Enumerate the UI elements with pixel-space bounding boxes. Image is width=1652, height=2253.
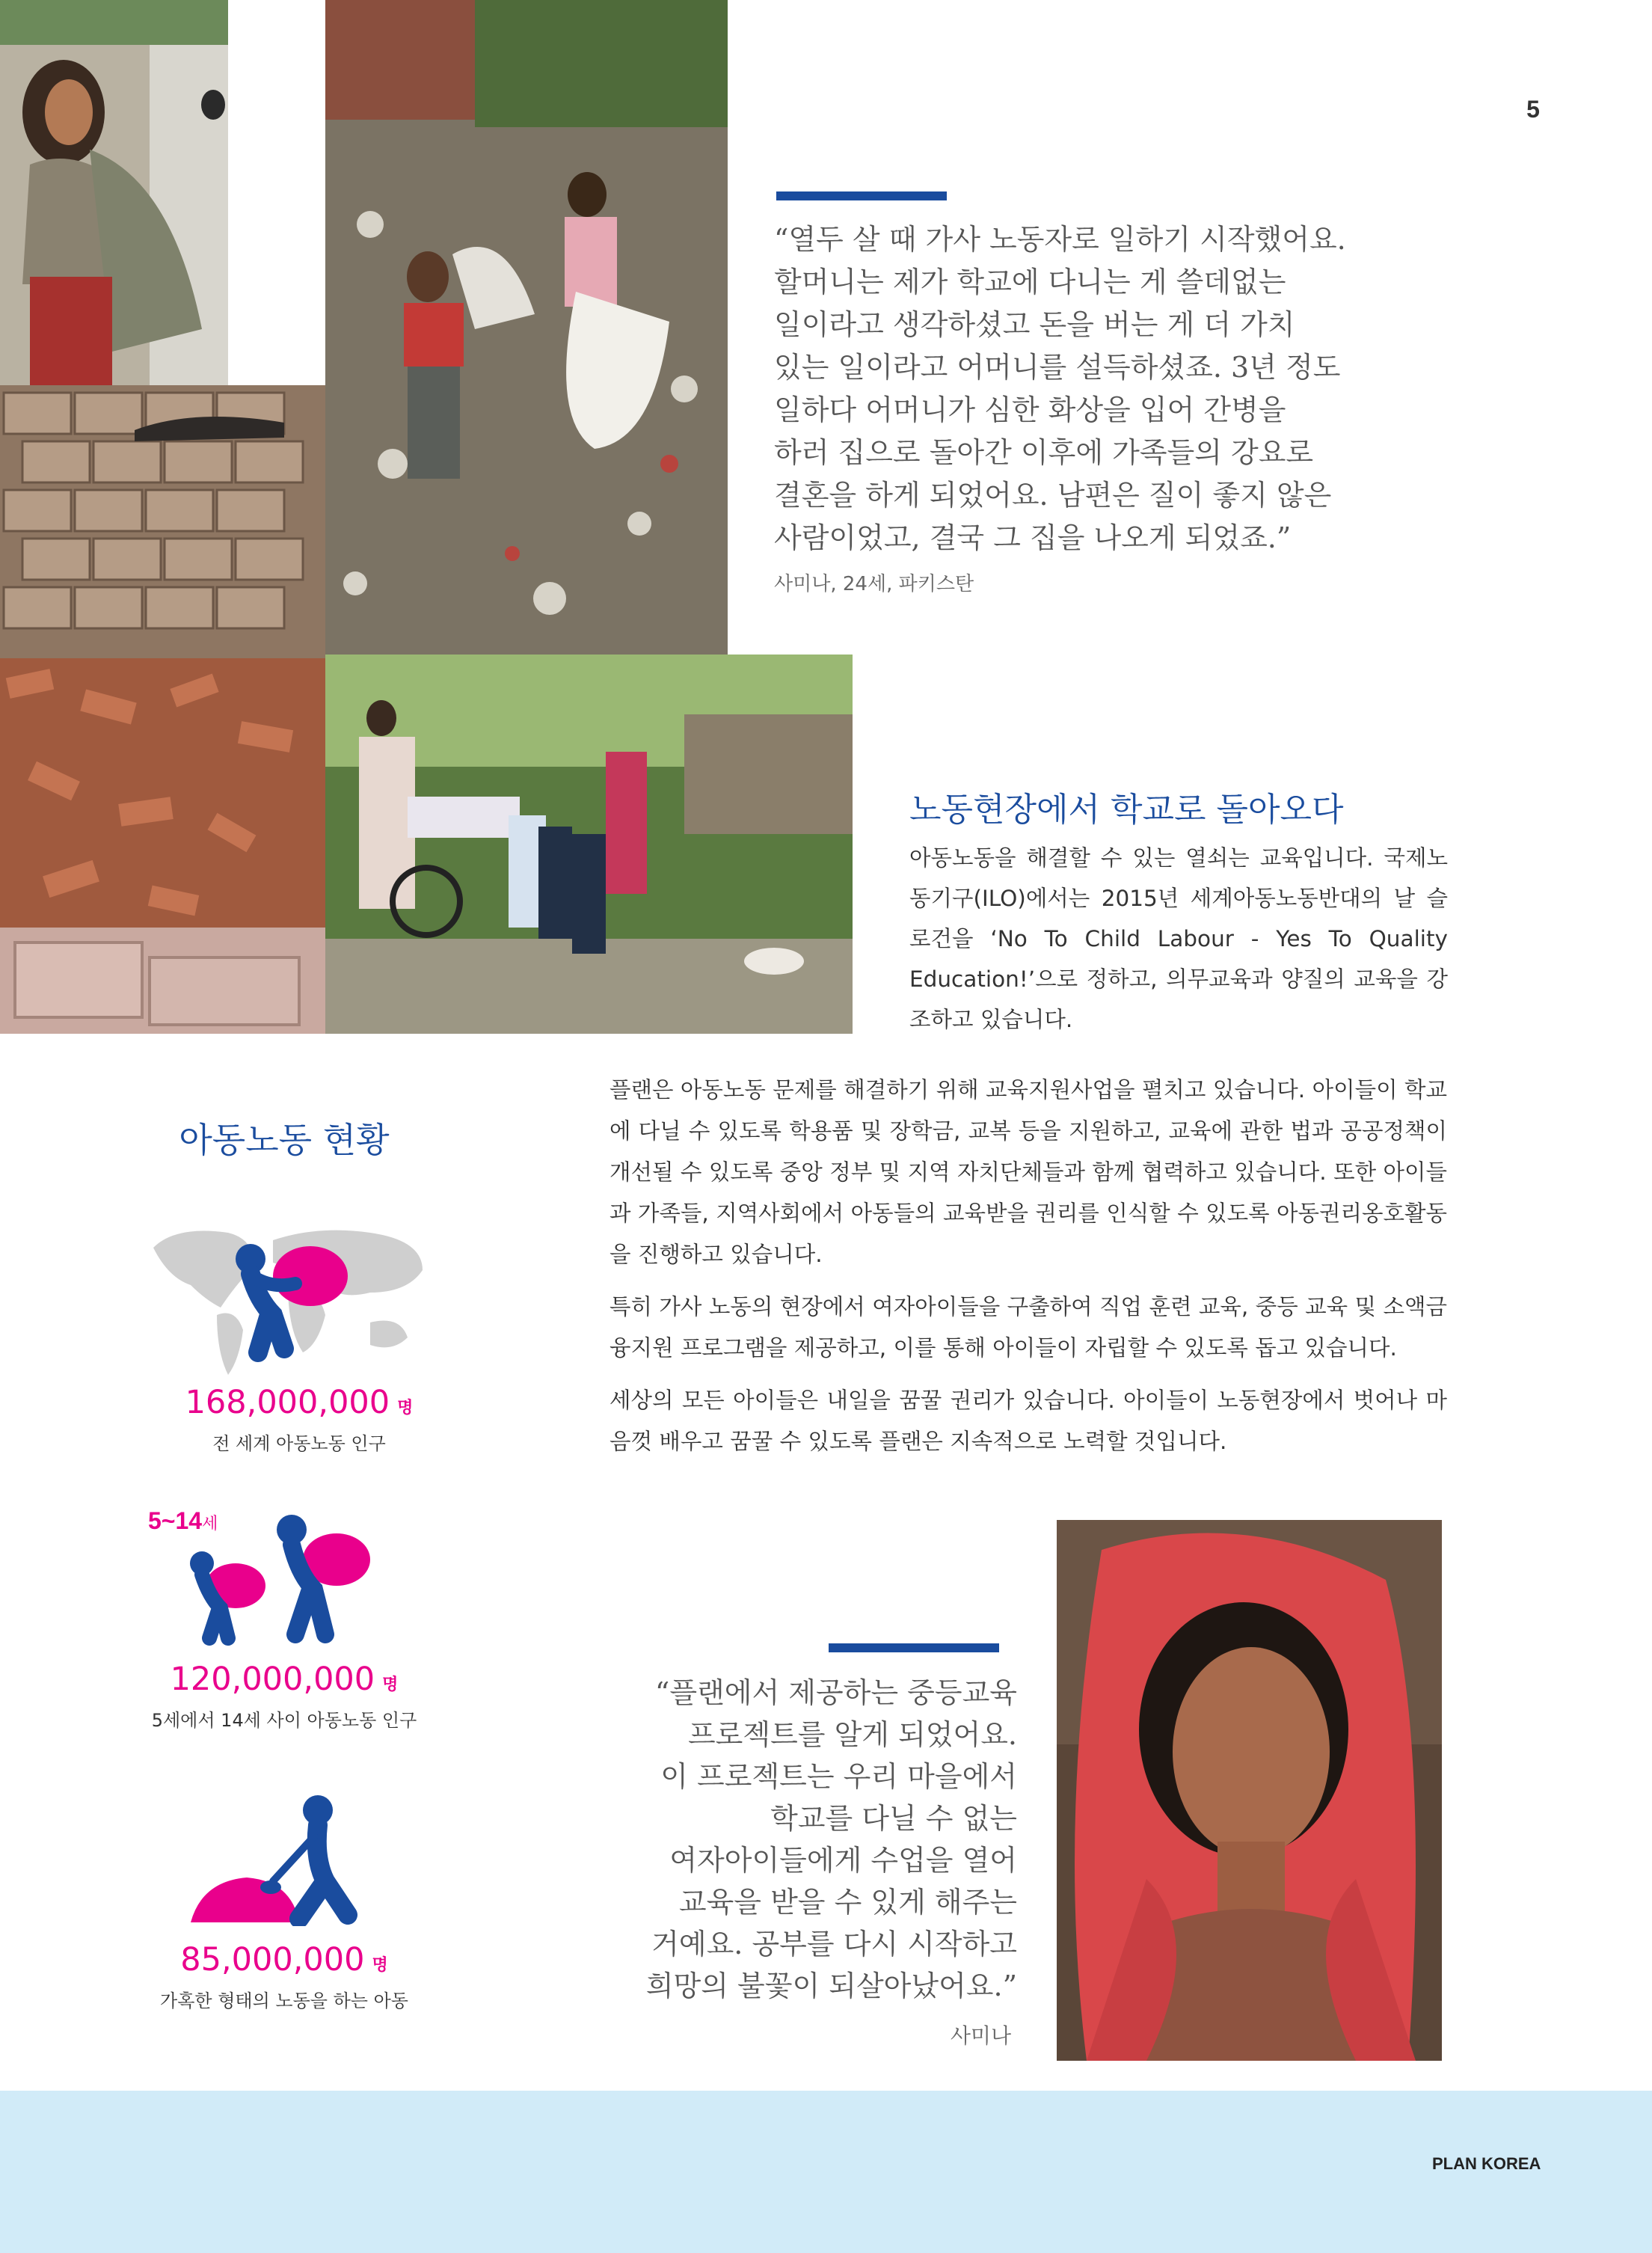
body-paragraph: 특히 가사 노동의 현장에서 여자아이들을 구출하여 직업 훈련 교육, 중등 교육 및 소액금융지원 프로그램을 제공하고, 이를 통해 아이들이 자립할 수 있도록 돕고 있습니다. [609,1294,1447,1361]
quote-top-rule [776,191,947,200]
photo-girl-with-sack [0,0,228,385]
quote-bottom-line: 프로젝트를 알게 되었어요. [687,1718,1017,1751]
page-number: 5 [1526,96,1540,123]
stat-world-unit: 명 [397,1399,414,1417]
age-range-unit: 세 [202,1514,218,1533]
section-intro: 아동노동을 해결할 수 있는 열쇠는 교육입니다. 국제노동기구(ILO)에서는 2015년 세계아동노동반대의 날 슬로건을 ‘No To Child Labour - Yes To Quality Education!’으로 정하고, 의무교육과 양질의 교육을 강조하고 있습니다. [909,845,1448,1032]
body-paragraph: 플랜은 아동노동 문제를 해결하기 위해 교육지원사업을 펼치고 있습니다. 아이들이 학교에 다닐 수 있도록 학용품 및 장학금, 교복 등을 지원하고, 교육에 관한 법과 공공정책이 개선될 수 있도록 중앙 정부 및 지역 자치단체들과 함께 협력하고 있습니다. 또한 아이들과 가족들, 지역사회에서 아동들의 교육받을 권리를 인식할 수 있도록 아동권리옹호활동을 진행하고 있습니다. [609,1077,1447,1267]
stats-title: 아동노동 현황 [179,1120,390,1160]
quote-bottom-rule [829,1643,999,1652]
stat-hazard-number: 85,000,000 [180,1941,365,1978]
quote-top-line: 결혼을 하게 되었어요. 남편은 질이 좋지 않은 [774,479,1332,512]
quote-top [774,218,1522,560]
footer-brand: PLAN KOREA [1432,2154,1541,2173]
stat-hazard-label: 가혹한 형태의 노동을 하는 아동 [160,1990,408,2011]
quote-bottom-line: “플랜에서 제공하는 중등교육 [654,1676,1017,1709]
quote-top-line: 하러 집으로 돌아간 이후에 가족들의 강요로 [774,436,1314,469]
quote-top-line: 일이라고 생각하셨고 돈을 버는 게 더 가치 [774,308,1295,341]
quote-bottom-line: 여자아이들에게 수업을 열어 [669,1844,1017,1877]
section-body [609,1070,1447,1474]
footer-band [0,2091,1652,2253]
stat-age-unit: 명 [382,1676,399,1694]
quote-top-line: 사람이었고, 결국 그 집을 나오게 되었죠.” [774,521,1292,554]
body-paragraph: 세상의 모든 아이들은 내일을 꿈꿀 권리가 있습니다. 아이들이 노동현장에서 벗어나 마음껏 배우고 꿈꿀 수 있도록 플랜은 지속적으로 노력할 것입니다. [609,1388,1447,1454]
photo-brick-rubble [0,658,325,1034]
quote-bottom-line: 교육을 받을 수 있게 해주는 [678,1886,1017,1919]
photo-family-with-bicycle [325,655,853,1034]
stat-hazard-unit: 명 [372,1956,388,1975]
quote-top-line: “열두 살 때 가사 노동자로 일하기 시작했어요. [774,223,1346,256]
world-map-child-carrying-icon [146,1218,430,1382]
quote-bottom-line: 거예요. 공부를 다시 시작하고 [651,1928,1017,1961]
stat-hazard-value [157,1941,411,1978]
stat-age-label: 5세에서 14세 사이 아동노동 인구 [151,1710,417,1731]
stat-world-number: 168,000,000 [185,1384,390,1421]
two-children-carrying-icon [176,1515,393,1649]
quote-bottom-attribution: 사미나 [950,2023,1011,2048]
age-range-value: 5~14 [148,1507,203,1534]
quote-top-attribution: 사미나, 24세, 파키스탄 [774,573,974,595]
quote-top-line: 일하다 어머니가 심한 화상을 입어 간병을 [774,393,1286,426]
child-shoveling-icon [187,1791,366,1926]
photo-children-waste-site [325,0,728,655]
photo-bricks-stack [0,385,325,658]
section-title: 노동현장에서 학교로 돌아오다 [909,791,1344,829]
quote-bottom-line: 학교를 다닐 수 없는 [770,1802,1017,1835]
photo-portrait-girl-red-scarf [1057,1520,1442,2061]
quote-bottom-line: 희망의 불꽃이 되살아났어요.” [645,1970,1017,2002]
stat-age-number: 120,000,000 [170,1661,375,1698]
quote-top-line: 있는 일이라고 어머니를 설득하셨죠. 3년 정도 [774,351,1341,384]
quote-top-line: 할머니는 제가 학교에 다니는 게 쓸데없는 [774,266,1286,298]
stat-world-value [172,1384,426,1421]
quote-bottom [613,1672,1017,2007]
stat-age-value [157,1661,411,1698]
stat-world-label: 전 세계 아동노동 인구 [212,1433,386,1454]
quote-bottom-line: 이 프로젝트는 우리 마을에서 [660,1760,1017,1793]
